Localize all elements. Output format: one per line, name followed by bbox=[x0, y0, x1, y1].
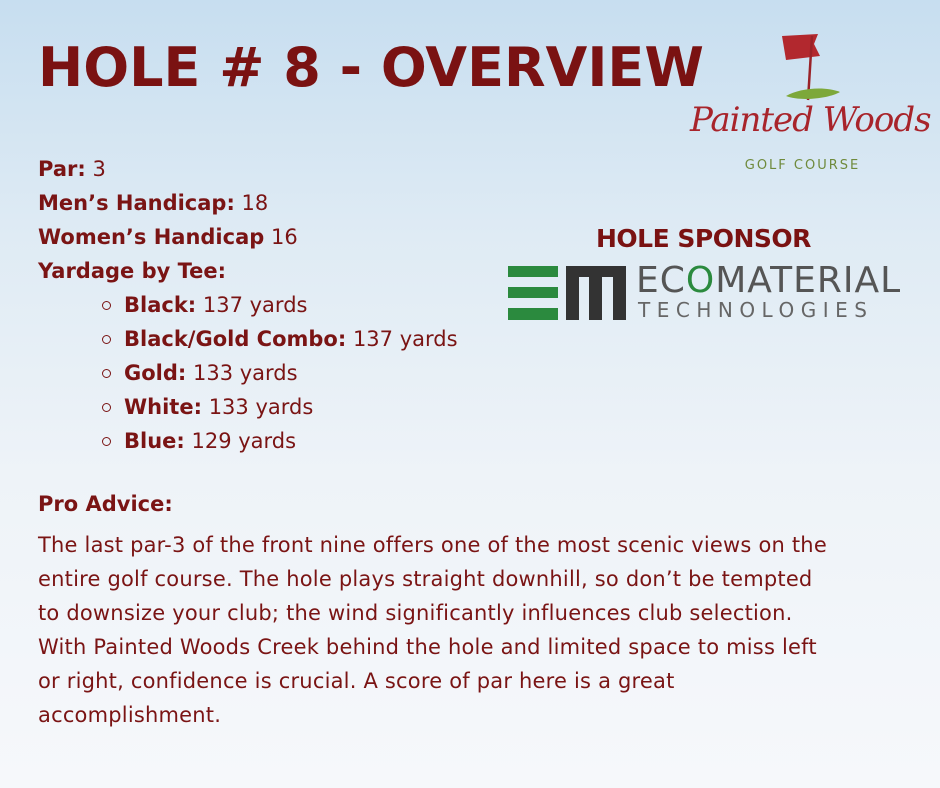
mens-handicap-label: Men’s Handicap: bbox=[38, 191, 235, 215]
advice-line: entire golf course. The hole plays straight downhill, so don’t be tempted bbox=[38, 567, 813, 591]
tee-item-black-gold bbox=[102, 322, 458, 356]
tee-item-gold bbox=[102, 356, 458, 390]
tee-item-black bbox=[102, 288, 458, 322]
tee-value: 133 yards bbox=[192, 361, 298, 385]
logo-subtitle: GOLF COURSE bbox=[744, 158, 861, 173]
sponsor-name-highlight: O bbox=[685, 260, 716, 301]
yardage-label: Yardage by Tee: bbox=[38, 259, 227, 283]
tee-value: 133 yards bbox=[208, 395, 314, 419]
tee-value: 137 yards bbox=[352, 327, 458, 351]
advice-line: The last par-3 of the front nine offers one of the most scenic views on the bbox=[38, 533, 827, 557]
tee-value: 137 yards bbox=[202, 293, 308, 317]
womens-handicap-label: Women’s Handicap bbox=[38, 225, 265, 249]
course-logo bbox=[690, 30, 931, 180]
tee-label: Black/Gold Combo: bbox=[124, 327, 347, 351]
advice-line: With Painted Woods Creek behind the hole and limited space to miss left bbox=[38, 635, 817, 659]
mens-handicap-value: 18 bbox=[241, 191, 269, 215]
tee-item-blue bbox=[102, 424, 458, 458]
page-title: HOLE # 8 - OVERVIEW bbox=[38, 36, 704, 99]
flag-icon bbox=[690, 30, 915, 110]
sponsor-logo bbox=[508, 262, 908, 324]
sponsor-name-suffix: MATERIAL bbox=[715, 260, 902, 301]
hole-facts bbox=[38, 152, 458, 458]
tee-label: Blue: bbox=[124, 429, 185, 453]
mens-handicap-row bbox=[38, 186, 458, 220]
par-value: 3 bbox=[92, 157, 106, 181]
logo-wordmark: Painted Woods bbox=[690, 100, 931, 140]
par-row bbox=[38, 152, 458, 186]
advice-line: accomplishment. bbox=[38, 703, 222, 727]
pro-advice-label: Pro Advice: bbox=[38, 492, 173, 516]
tee-label: White: bbox=[124, 395, 202, 419]
tee-item-white bbox=[102, 390, 458, 424]
tee-label: Black: bbox=[124, 293, 197, 317]
sponsor-name-prefix: EC bbox=[636, 260, 686, 301]
sponsor-heading: HOLE SPONSOR bbox=[596, 224, 811, 253]
pro-advice-text bbox=[38, 528, 918, 732]
yardage-label-row bbox=[38, 254, 458, 288]
womens-handicap-value: 16 bbox=[270, 225, 298, 249]
tee-label: Gold: bbox=[124, 361, 187, 385]
em-logo-icon bbox=[508, 266, 626, 320]
sponsor-name bbox=[636, 260, 901, 301]
tee-list bbox=[38, 288, 458, 458]
par-label: Par: bbox=[38, 157, 86, 181]
womens-handicap-row bbox=[38, 220, 458, 254]
advice-line: or right, confidence is crucial. A score of par here is a great bbox=[38, 669, 675, 693]
tee-value: 129 yards bbox=[191, 429, 297, 453]
advice-line: to downsize your club; the wind significantly influences club selection. bbox=[38, 601, 793, 625]
sponsor-tagline: TECHNOLOGIES bbox=[638, 298, 874, 322]
